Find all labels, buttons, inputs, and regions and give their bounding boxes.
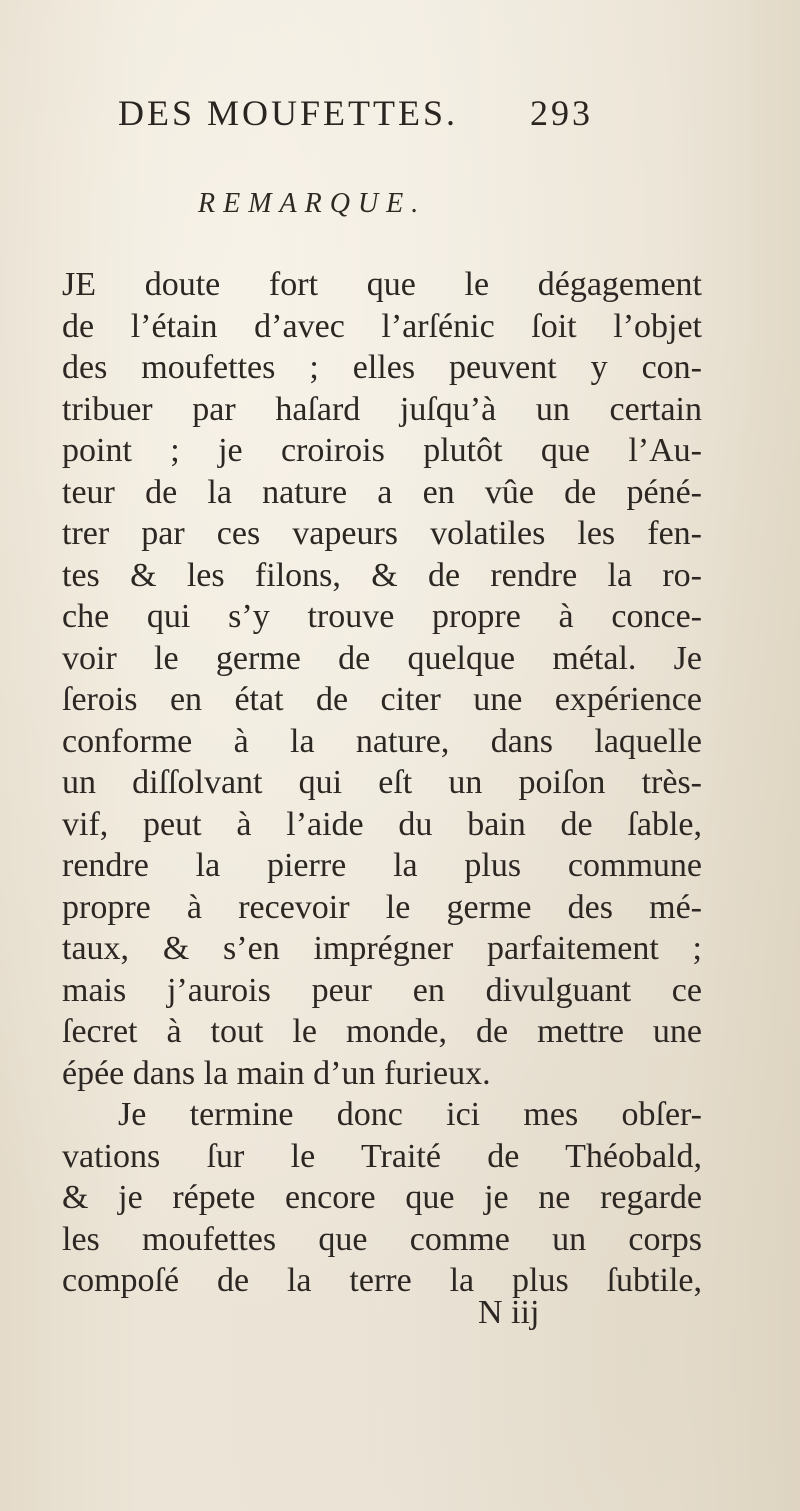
text-line: teur de la nature a en vûe de péné- bbox=[62, 473, 702, 511]
text-line: compoſé de la terre la plus ſubtile, bbox=[62, 1262, 702, 1299]
text-line: propre à recevoir le germe des mé- bbox=[62, 888, 702, 926]
text-line: taux, & s’en imprégner parfaitement ; bbox=[62, 930, 702, 967]
text-line: JE doute fort que le dégagement bbox=[62, 266, 702, 303]
text-line: tribuer par haſard juſqu’à un certain bbox=[62, 390, 702, 428]
running-title: DES MOUFETTES. bbox=[118, 93, 459, 133]
text-line: de l’étain d’avec l’arſénic ſoit l’objet bbox=[62, 307, 702, 345]
text-line: voir le germe de quelque métal. Je bbox=[62, 639, 702, 677]
text-line: rendre la pierre la plus commune bbox=[62, 847, 702, 884]
text-line: des moufettes ; elles peuvent y con- bbox=[62, 349, 702, 386]
text-line: che qui s’y trouve propre à conce- bbox=[62, 598, 702, 635]
text-line: un diſſolvant qui eſt un poiſon très- bbox=[62, 764, 702, 801]
page-number: 293 bbox=[530, 93, 593, 133]
running-header bbox=[118, 92, 638, 142]
text-line: mais j’aurois peur en divulguant ce bbox=[62, 971, 702, 1009]
text-line: vations ſur le Traité de Théobald, bbox=[62, 1137, 702, 1175]
signature-mark: N iij bbox=[478, 1294, 540, 1331]
text-line: ſerois en état de citer une expérience bbox=[62, 681, 702, 718]
text-line: trer par ces vapeurs volatiles les fen- bbox=[62, 515, 702, 552]
text-line: Je termine donc ici mes obſer- bbox=[118, 1096, 702, 1133]
text-line: vif, peut à l’aide du bain de ſable, bbox=[62, 805, 702, 843]
text-line: les moufettes que comme un corps bbox=[62, 1220, 702, 1258]
text-line: ſecret à tout le monde, de mettre une bbox=[62, 1013, 702, 1050]
section-heading: REMARQUE. bbox=[198, 188, 427, 219]
text-line: & je répete encore que je ne regarde bbox=[62, 1179, 702, 1216]
body-text bbox=[62, 264, 702, 1302]
text-line: épée dans la main d’un furieux. bbox=[62, 1054, 491, 1092]
text-line: conforme à la nature, dans laquelle bbox=[62, 722, 702, 760]
text-line: tes & les filons, & de rendre la ro- bbox=[62, 556, 702, 594]
text-line: point ; je croirois plutôt que l’Au- bbox=[62, 432, 702, 469]
